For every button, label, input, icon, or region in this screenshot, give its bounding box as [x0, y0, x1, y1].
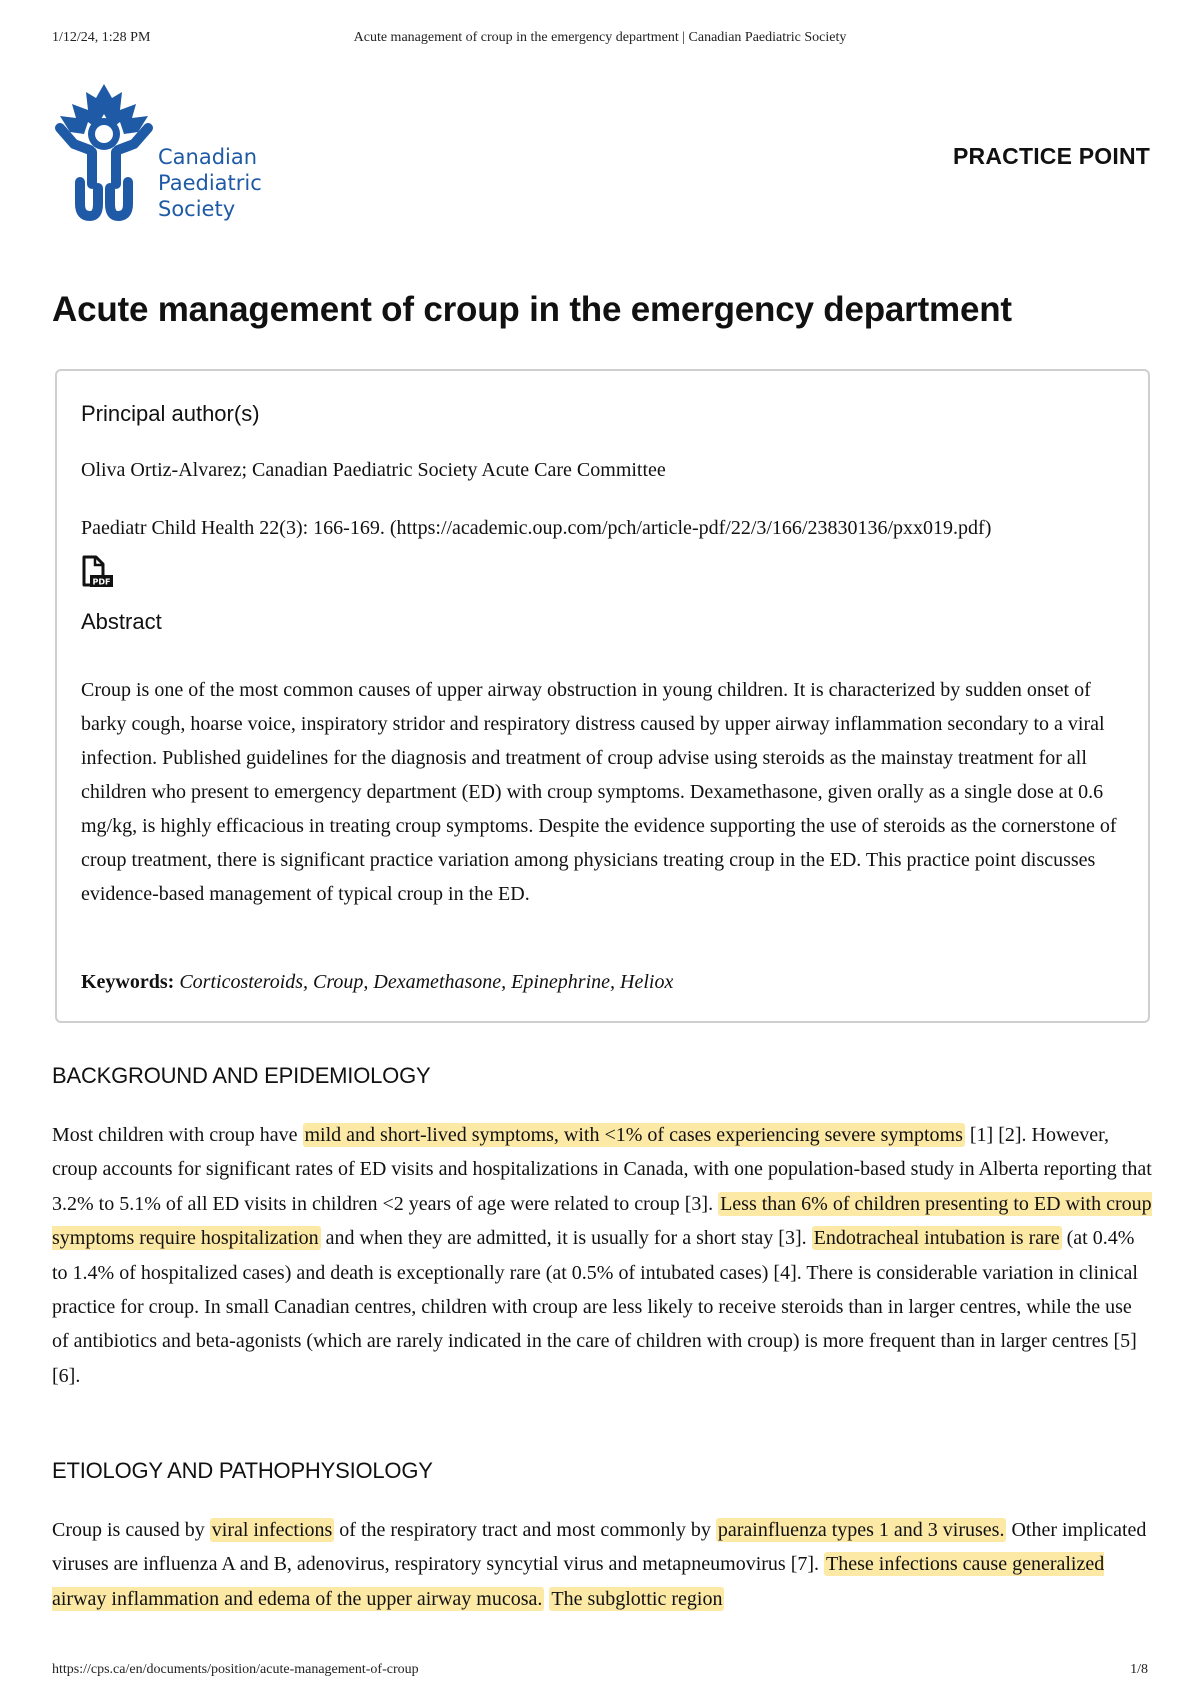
highlight: Endotracheal intubation is rare — [813, 1227, 1060, 1250]
logo-line-1: Canadian — [158, 145, 258, 169]
highlight: These infections cause generalized airway inflammation and edema of the upper airway mucosa. — [52, 1553, 1105, 1610]
background-paragraph — [52, 1118, 1152, 1393]
print-footer — [52, 1662, 1148, 1682]
keywords-list: Corticosteroids, Croup, Dexamethasone, Epinephrine, Heliox — [179, 971, 674, 993]
document-type-tag: PRACTICE POINT — [952, 143, 1150, 169]
section-heading-background: BACKGROUND AND EPIDEMIOLOGY — [52, 1063, 431, 1088]
text-run: (at 0.4% to 1.4% of hospitalized cases) and death is exceptionally rare (at 0.5% of intubated cases) [4]. There is considerable variation in clinical practice for croup. In small Canadian centres, children with croup are less likely to receive steroids than in larger centres, while the use of antibiotics and beta-agonists (which are rarely indicated in the care of children with croup) is more frequent than in larger centres [5][6]. — [52, 1227, 1138, 1387]
keywords — [81, 971, 673, 994]
text-run: and when they are admitted, it is usually for a short stay [3]. — [320, 1227, 812, 1250]
pdf-file-icon-graphic — [81, 555, 113, 589]
highlight: parainfluenza types 1 and 3 viruses. — [717, 1519, 1005, 1541]
text-run: Most children with croup have — [52, 1124, 303, 1146]
highlight: mild and short-lived symptoms, with <1% of cases experiencing severe symptoms — [304, 1124, 963, 1146]
svg-text:PDF: PDF — [92, 577, 111, 587]
print-url: https://cps.ca/en/documents/position/acute-management-of-croup — [52, 1662, 419, 1677]
authors-list: Oliva Ortiz-Alvarez; Canadian Paediatric Society Acute Care Committee — [81, 459, 666, 481]
cps-maple-child-logo-icon — [52, 84, 156, 224]
highlight: viral infections — [211, 1519, 333, 1541]
page-number: 1/8 — [1130, 1662, 1148, 1677]
highlight: The subglottic region — [551, 1587, 723, 1610]
print-doc-title: Acute management of croup in the emergency department | Canadian Paediatric Society — [353, 30, 847, 45]
print-date: 1/12/24, 1:28 PM — [52, 30, 151, 45]
etiology-paragraph — [52, 1513, 1152, 1616]
cps-logo[interactable] — [52, 84, 272, 229]
highlight: Less than 6% of children presenting to ED with croup symptoms require hospitalization — [52, 1192, 1152, 1250]
section-heading-etiology: ETIOLOGY AND PATHOPHYSIOLOGY — [52, 1458, 433, 1483]
citation-link[interactable]: Paediatr Child Health 22(3): 166-169. (https://academic.oup.com/pch/article-pdf/22/3/166/23830136/pxx019.pdf) — [81, 517, 992, 539]
text-run: of the respiratory tract and most commonly by — [334, 1519, 716, 1541]
text-run: [1] [2]. However, croup accounts for significant rates of ED visits and hospitalizations in Canada, with one population-based study in Alberta reporting that 3.2% to 5.1% of all ED visits in children <2 years of age were related to croup [3]. — [52, 1124, 1152, 1215]
abstract-text: Croup is one of the most common causes of upper airway obstruction in young children. It is characterized by sudden onset of barky cough, hoarse voice, inspiratory stridor and respiratory distress caused by upper airway inflammation secondary to a viral infection. Published guidelines for the diagnosis and treatment of croup advise using steroids as the mainstay treatment for all children who present to emergency department (ED) with croup symptoms. Dexamethasone, given orally as a single dose at 0.6 mg/kg, is highly efficacious in treating croup symptoms. Despite the evidence supporting the use of steroids as the cornerstone of croup treatment, there is significant practice variation among physicians treating croup in the ED. This practice point discusses evidence-based management of typical croup in the ED. — [81, 679, 1117, 905]
text-run: Other implicated viruses are influenza A and B, adenovirus, respiratory syncytial virus and metapneumovirus [7]. — [52, 1519, 1147, 1576]
print-header — [52, 30, 1148, 50]
authors-heading: Principal author(s) — [81, 401, 260, 426]
text-run: Croup is caused by — [52, 1519, 210, 1541]
logo-line-2: Paediatric — [158, 171, 262, 195]
page-title: Acute management of croup in the emergency department — [52, 290, 1012, 329]
logo-line-3: Society — [158, 197, 236, 221]
keywords-label: Keywords: — [81, 971, 175, 993]
article-info-box — [55, 369, 1150, 1023]
abstract-heading: Abstract — [81, 609, 162, 634]
pdf-file-icon[interactable] — [81, 555, 113, 589]
logo-wordmark — [158, 144, 262, 222]
